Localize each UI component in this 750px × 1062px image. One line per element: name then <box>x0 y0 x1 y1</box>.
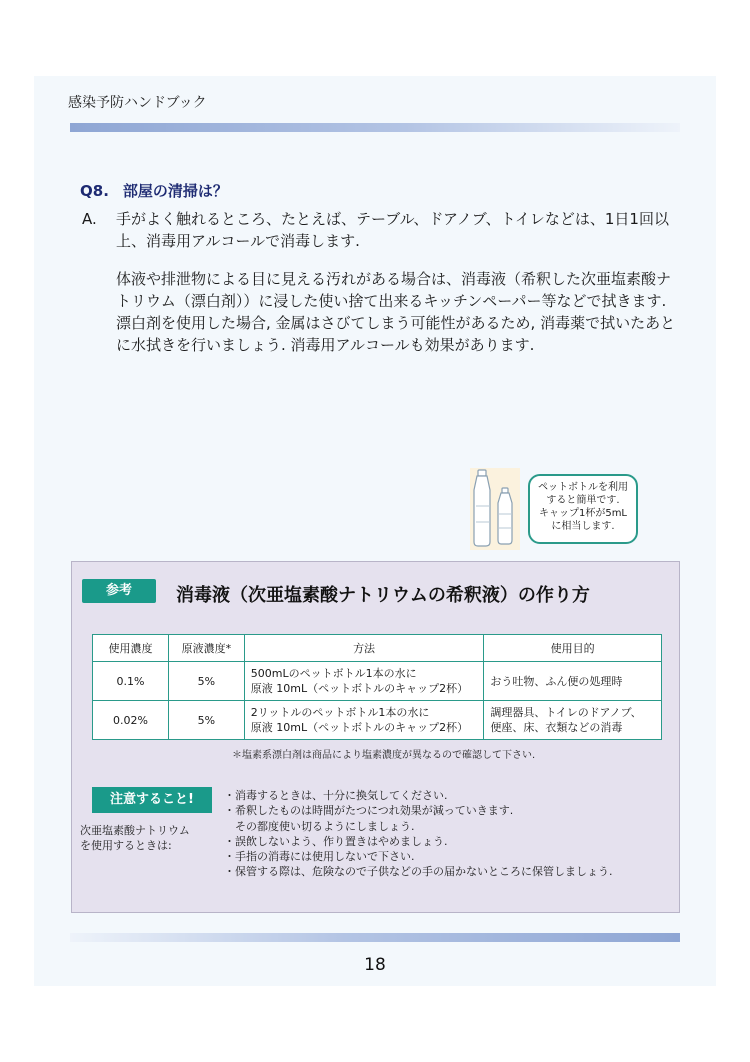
question-text: 部屋の清掃は？ <box>122 182 228 200</box>
caution-list <box>224 788 613 880</box>
cell-use-concentration: 0.02% <box>93 701 169 740</box>
table-header-row <box>93 635 662 662</box>
header-purpose: 使用目的 <box>484 635 662 662</box>
caution-label-line: を使用するときは: <box>80 839 172 852</box>
purpose-line: 調理器具、トイレのドアノブ、 <box>490 706 642 719</box>
caution-item: ・手指の消毒には使用しないで下さい. <box>224 850 415 864</box>
caution-item: ・保管する際は、危険なので子供などの手の届かないところに保管しましょう. <box>224 865 613 879</box>
bottle-tip-line: すると簡単です. <box>546 495 620 506</box>
cell-stock-concentration: 5% <box>168 662 244 701</box>
caution-label-line: 次亜塩素酸ナトリウム <box>80 824 190 837</box>
top-rule <box>70 123 680 132</box>
bottle-tip-line: に相当します. <box>551 521 615 532</box>
cell-use-concentration: 0.1% <box>93 662 169 701</box>
caution-item: その都度使い切るようにしましょう. <box>224 819 415 833</box>
bottle-tip-line: キャップ1杯が5mL <box>538 508 628 519</box>
pet-bottle-icon <box>470 468 520 550</box>
header-stock-concentration: 原液濃度* <box>168 635 244 662</box>
caution-badge: 注意すること! <box>92 787 212 813</box>
method-line: 原液 10mL（ペットボトルのキャップ2杯） <box>250 682 469 695</box>
purpose-line: 便座、床、衣類などの消毒 <box>490 721 623 734</box>
page-number: 18 <box>364 955 386 975</box>
answer-label: A. <box>82 210 97 228</box>
method-line: 2リットルのペットボトル1本の水に <box>250 706 430 719</box>
bottle-tip-line: ペットボトルを利用 <box>538 482 628 493</box>
table-row <box>93 701 662 740</box>
cell-purpose <box>484 701 662 740</box>
header-use-concentration: 使用濃度 <box>93 635 169 662</box>
handbook-title: 感染予防ハンドブック <box>68 95 207 111</box>
purpose-line: おう吐物、ふん便の処理時 <box>490 674 623 688</box>
table-row <box>93 662 662 701</box>
caution-item: ・誤飲しないよう、作り置きはやめましょう. <box>224 834 448 848</box>
method-line: 原液 10mL（ペットボトルのキャップ2杯） <box>250 721 469 734</box>
reference-badge: 参考 <box>82 579 156 603</box>
bottle-tip-bubble <box>528 474 638 544</box>
answer-paragraph-1: 手がよく触れるところ、たとえば、テーブル、ドアノブ、トイレなどは、1日1回以上、消毒用アルコールで消毒します. <box>116 210 669 250</box>
header-method: 方法 <box>244 635 484 662</box>
reference-title: 消毒液（次亜塩素酸ナトリウムの希釈液）の作り方 <box>176 585 590 606</box>
caution-label <box>80 823 190 853</box>
caution-item: ・消毒するときは、十分に換気してください. <box>224 789 448 802</box>
cell-method <box>244 701 484 740</box>
cell-method <box>244 662 484 701</box>
caution-item: ・希釈したものは時間がたつにつれ効果が減っていきます. <box>224 804 514 818</box>
cell-purpose <box>484 662 662 701</box>
question-heading <box>80 180 228 201</box>
cell-stock-concentration: 5% <box>168 701 244 740</box>
method-line: 500mLのペットボトル1本の水に <box>250 667 417 680</box>
bottom-rule <box>70 933 680 942</box>
question-number: Q8. <box>80 182 109 200</box>
answer-paragraph-2: 体液や排泄物による目に見える汚れがある場合は、消毒液（希釈した次亜塩素酸ナトリウム（漂白剤））に浸した使い捨て出来るキッチンペーパー等などで拭きます. 漂白剤を使用した場合, 金属はさびてしまう可能性があるため, 消毒薬で拭いたあとに水拭きを行いましょう. 消毒用アルコールも効果があります. <box>116 270 676 354</box>
table-footnote: ＊塩素系漂白剤は商品により塩素濃度が異なるので確認して下さい. <box>232 750 536 761</box>
dilution-table <box>92 634 662 740</box>
